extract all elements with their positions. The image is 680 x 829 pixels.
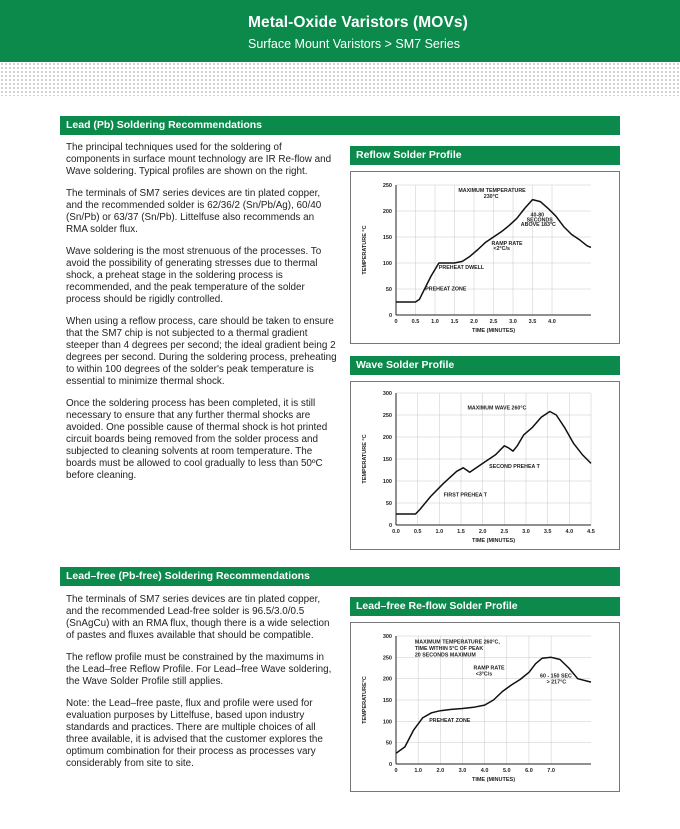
reflow-chart-title: Reflow Solder Profile: [350, 146, 620, 165]
chart-annotation: 40-80: [530, 212, 545, 219]
y-axis-label: TEMPERATURE°C: [362, 676, 368, 724]
x-tick-label: 3.0: [522, 529, 530, 535]
x-tick-label: 0.5: [413, 529, 422, 535]
x-tick-label: 7.0: [547, 768, 555, 774]
chart-annotation: RAMP RATE: [473, 665, 505, 672]
chart-annotation: FIRST PREHEA T: [443, 492, 488, 499]
chart-annotation: <3°C/s: [475, 671, 493, 678]
leadfree-section-body: [66, 594, 338, 780]
x-axis-label: TIME (MINUTES): [471, 538, 516, 544]
x-tick-label: 3.5: [528, 319, 537, 325]
x-tick-label: 2.0: [436, 768, 445, 774]
paragraph: Once the soldering process has been completed, it is still necessary to ensure that any further thermal shocks are avoided. One possible cause of thermal shock is hot printed circuit boards being removed from the solder process and subjected to cleaning solvents at room temperature. The boards must be allowed to cool gradually to less than 50ºC before cleaning.: [66, 397, 328, 482]
y-tick-label: 250: [382, 655, 392, 662]
lead-section-body: [66, 142, 338, 492]
x-tick-label: 3.0: [509, 319, 517, 325]
series-line: [396, 657, 591, 753]
chart-annotation: PREHEAT DWELL: [438, 265, 485, 272]
y-tick-label: 250: [382, 413, 392, 419]
y-tick-label: 0: [388, 762, 392, 768]
wave-chart-svg: [351, 382, 619, 549]
paragraph: Note: the Lead–free paste, flux and profile were used for evaluation purposes by Littelfuse, based upon industry standards and practices. There are multiple choices of all three available, it is advised that the customer explores the optimum combination for their process as processes vary considerably from site to site.: [66, 697, 323, 770]
y-tick-label: 300: [382, 391, 392, 397]
y-tick-label: 150: [382, 698, 392, 704]
x-tick-label: 2.0: [478, 529, 487, 535]
paragraph: The terminals of SM7 series devices are tin plated copper, and the recommended Lead-free solder is 96.5/3.0/0.5 (SnAgCu) with an RMA flux, though there is a wide selection of pastes and fluxes available that should be compatible.: [66, 594, 330, 642]
leadfree-chart-svg: [351, 623, 619, 791]
y-tick-label: 250: [382, 183, 392, 189]
x-tick-label: 3.0: [458, 768, 467, 774]
series-line: [396, 412, 591, 515]
x-tick-label: 1.5: [457, 529, 465, 535]
leadfree-section-heading: Lead–free (Pb-free) Soldering Recommendations: [60, 567, 620, 586]
paragraph: Wave soldering is the most strenuous of the processes. To avoid the possibility of generating stresses due to thermal shock, a preheat stage in the soldering process is recommended, and the peak temperature of the solder process should be rigidly controlled.: [66, 245, 322, 306]
y-tick-label: 300: [382, 634, 392, 640]
y-tick-label: 200: [382, 209, 392, 215]
x-tick-label: 0: [394, 319, 398, 325]
y-tick-label: 100: [382, 479, 392, 485]
y-tick-label: 0: [388, 313, 392, 319]
paragraph: The terminals of SM7 series devices are tin plated copper, and the recommended solder is 62/36/2 (Sn/Pb/Ag), 60/40 (Sn/Pb) or 63/37 (Sn/Pb). Littelfuse also recommends an RMA solder flux.: [66, 187, 322, 236]
chart-annotation: PREHEAT ZONE: [425, 286, 467, 293]
chart-annotation: > 217°C: [546, 679, 567, 686]
page-subtitle: Surface Mount Varistors > SM7 Series: [248, 37, 461, 51]
chart-annotation: TIME WITHIN 5°C OF PEAK: [414, 646, 484, 653]
dotted-band: [0, 62, 680, 96]
chart-annotation: RAMP RATE: [491, 240, 523, 247]
x-tick-label: 4.0: [565, 529, 574, 535]
paragraph: The principal techniques used for the soldering of components in surface mount technology are IR Re-flow and Wave soldering. Typical profiles are shown on the right.: [66, 142, 332, 178]
x-axis-label: TIME (MINUTES): [471, 777, 516, 783]
paragraph: When using a reflow process, care should be taken to ensure that the SM7 chip is not subjected to a thermal gradient steeper than 4 degrees per second; the ideal gradient being 2 degrees per second. During the soldering process, preheating to within 100 degrees of the solder's peak temperature is essential to minimize thermal shock.: [66, 315, 337, 388]
y-axis-label: TEMPERATURE °C: [362, 225, 368, 275]
x-tick-label: 0.5: [411, 319, 420, 325]
x-tick-label: 1.0: [414, 768, 422, 774]
chart-annotation: <2°C/s: [493, 246, 510, 252]
lead-section-heading: Lead (Pb) Soldering Recommendations: [60, 116, 620, 135]
x-tick-label: 1.0: [431, 319, 439, 325]
chart-annotation: PREHEAT ZONE: [429, 718, 471, 725]
chart-annotation: SECOND PREHEA T: [489, 463, 540, 470]
chart-annotation: ABOVE 183°C: [520, 222, 556, 229]
y-tick-label: 50: [385, 501, 392, 507]
x-tick-label: 0.0: [392, 529, 400, 535]
wave-chart: [350, 381, 620, 550]
x-tick-label: 3.5: [543, 529, 552, 535]
x-tick-label: 1.5: [450, 319, 459, 325]
x-tick-label: 4.0: [548, 319, 556, 325]
leadfree-chart: [350, 622, 620, 792]
chart-annotation: MAXIMUM TEMPERATURE 260°C,: [414, 639, 500, 646]
reflow-chart: [350, 171, 620, 344]
y-tick-label: 100: [382, 719, 392, 726]
y-tick-label: 100: [382, 261, 392, 267]
x-tick-label: 5.0: [502, 768, 511, 774]
y-axis-label: TEMPERATURE °C: [362, 434, 368, 484]
y-tick-label: 50: [385, 740, 392, 747]
paragraph: The reflow profile must be constrained by the maximums in the Lead–free Reflow Profile. For Lead–free Wave soldering, the Wave Solder Profile still applies.: [66, 651, 332, 688]
x-tick-label: 0: [394, 768, 398, 774]
y-tick-label: 200: [382, 676, 392, 683]
x-tick-label: 4.5: [587, 529, 595, 535]
reflow-chart-svg: [351, 172, 619, 343]
y-tick-label: 50: [385, 287, 392, 293]
y-tick-label: 200: [382, 435, 392, 441]
page-title: Metal-Oxide Varistors (MOVs): [248, 14, 468, 31]
wave-chart-title: Wave Solder Profile: [350, 356, 620, 375]
x-tick-label: 1.0: [435, 529, 444, 535]
leadfree-chart-title: Lead–free Re-flow Solder Profile: [350, 597, 620, 616]
chart-annotation: SECONDS: [526, 217, 553, 224]
x-tick-label: 2.0: [470, 319, 478, 325]
chart-annotation: MAXIMUM WAVE 260°C: [467, 405, 527, 412]
page-header: [0, 0, 680, 62]
x-tick-label: 4.0: [480, 768, 489, 774]
x-axis-label: TIME (MINUTES): [471, 328, 516, 334]
chart-annotation: MAXIMUM TEMPERATURE: [458, 187, 526, 194]
chart-annotation: 60 - 150 SEC: [540, 673, 572, 680]
x-tick-label: 2.5: [500, 529, 509, 535]
x-tick-label: 2.5: [489, 319, 498, 325]
y-tick-label: 0: [388, 523, 392, 529]
x-tick-label: 6.0: [525, 768, 533, 774]
y-tick-label: 150: [382, 235, 392, 241]
y-tick-label: 150: [382, 457, 392, 463]
chart-annotation: 20 SECONDS MAXIMUM: [414, 652, 476, 659]
chart-annotation: 230°C: [483, 194, 499, 200]
